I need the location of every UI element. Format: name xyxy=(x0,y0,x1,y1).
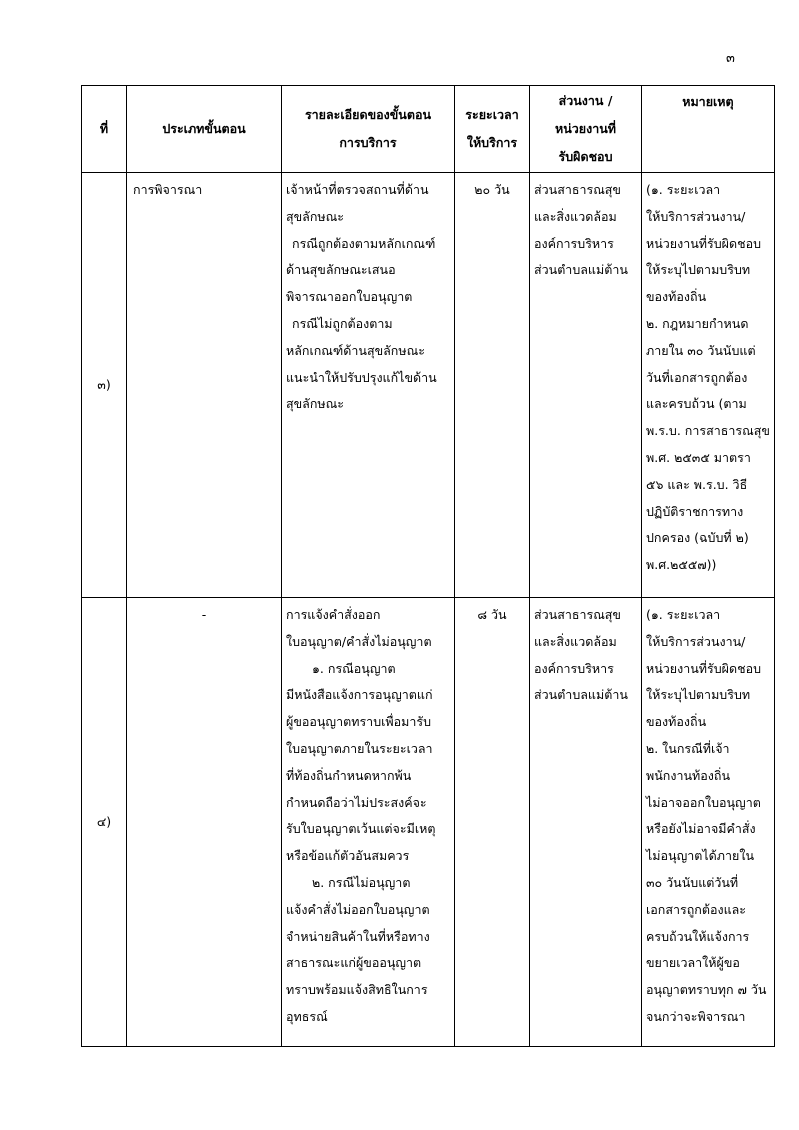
unit-line: ส่วนสาธารณสุข xyxy=(534,182,621,197)
remark-line: ให้บริการส่วนงาน/ xyxy=(646,208,746,224)
header-no: ที่ xyxy=(82,86,127,173)
detail-line: เจ้าหน้าที่ตรวจสถานที่ด้าน xyxy=(286,182,429,197)
remark-line: ๒. กฎหมายกำหนด xyxy=(646,315,749,331)
responsible-unit xyxy=(530,598,642,1047)
remark-line: ไม่อนุญาตได้ภายใน xyxy=(646,848,755,864)
detail-line: สุขลักษณะ xyxy=(286,208,344,224)
remark-line: (๑. ระยะเวลา xyxy=(646,182,721,197)
detail-line: กรณีไม่ถูกต้องตาม xyxy=(292,315,393,331)
detail-line: กำหนดถือว่าไม่ประสงค์จะ xyxy=(286,794,427,810)
unit-line: ส่วนสาธารณสุข xyxy=(534,607,621,622)
detail-line: หลักเกณฑ์ด้านสุขลักษณะ xyxy=(286,342,425,358)
remark xyxy=(642,173,775,598)
remark-line: ไม่อาจออกใบอนุญาต xyxy=(646,794,761,810)
unit-line: องค์การบริหาร xyxy=(534,235,614,251)
service-time-text: ๘ วัน xyxy=(477,607,507,622)
table-row xyxy=(82,598,775,1047)
table-header-row xyxy=(82,86,775,173)
responsible-unit xyxy=(530,173,642,598)
detail-line: มีหนังสือแจ้งการอนุญาตแก่ xyxy=(286,687,433,703)
header-remark: หมายเหตุ xyxy=(642,86,775,173)
remark-line: ปกครอง (ฉบับที่ ๒) xyxy=(646,530,749,546)
remark-line: หรือยังไม่อาจมีคำสั่ง xyxy=(646,821,756,837)
remark-line: หน่วยงานที่รับผิดชอบ xyxy=(646,235,762,251)
remark-line: ให้ระบุไปตามบริบท xyxy=(646,687,751,703)
detail-line: จำหน่ายสินค้าในที่หรือทาง xyxy=(286,928,430,944)
remark-line: จนกว่าจะพิจารณา xyxy=(646,1008,746,1024)
remark xyxy=(642,598,775,1047)
remark-line: ครบถ้วนให้แจ้งการ xyxy=(646,928,750,944)
detail-line: สุขลักษณะ xyxy=(286,396,344,412)
remark-line: ขยายเวลาให้ผู้ขอ xyxy=(646,955,740,971)
step-type xyxy=(127,173,282,598)
remark-line: อนุญาตทราบทุก ๗ วัน xyxy=(646,982,767,998)
header-unit-line: หน่วยงานที่ xyxy=(554,121,617,136)
row-number: ๔) xyxy=(82,598,127,1047)
header-time xyxy=(455,86,530,173)
step-type-text: - xyxy=(201,607,207,622)
remark-line: ของท้องถิ่น xyxy=(646,714,707,730)
detail-line: พิจารณาออกใบอนุญาต xyxy=(286,289,413,305)
remark-line: (๑. ระยะเวลา xyxy=(646,607,721,622)
detail-line: ๑. กรณีอนุญาต xyxy=(312,660,396,676)
detail-line: แจ้งคำสั่งไม่ออกใบอนุญาต xyxy=(286,901,430,917)
header-time-line: ให้บริการ xyxy=(466,135,518,150)
remark-line: ให้ระบุไปตามบริบท xyxy=(646,262,751,278)
remark-line: ให้บริการส่วนงาน/ xyxy=(646,633,746,649)
unit-line: ส่วนตำบลแม่ต้าน xyxy=(534,262,628,278)
header-detail-line: รายละเอียดของขั้นตอน xyxy=(304,107,432,122)
detail-line: กรณีถูกต้องตามหลักเกณฑ์ xyxy=(292,235,436,251)
header-time-line: ระยะเวลา xyxy=(465,107,519,122)
detail-line: ทราบพร้อมแจ้งสิทธิในการ xyxy=(286,982,428,998)
header-detail-line: การบริการ xyxy=(339,135,397,150)
header-unit xyxy=(530,86,642,173)
remark-line: และครบถ้วน (ตาม xyxy=(646,396,747,412)
detail-line: อุทธรณ์ xyxy=(286,1008,328,1024)
header-type: ประเภทขั้นตอน xyxy=(127,86,282,173)
unit-line: ส่วนตำบลแม่ต้าน xyxy=(534,687,628,703)
detail-line: ผู้ขออนุญาตทราบเพื่อมารับ xyxy=(286,714,432,730)
procedure-table xyxy=(81,85,775,1047)
table-row xyxy=(82,173,775,598)
detail-line: ที่ท้องถิ่นกำหนดหากพ้น xyxy=(286,767,412,783)
header-unit-line: รับผิดชอบ xyxy=(558,149,613,164)
remark-line: ปฏิบัติราชการทาง xyxy=(646,503,744,519)
service-time xyxy=(455,598,530,1047)
detail-line: สาธารณะแก่ผู้ขออนุญาต xyxy=(286,955,422,971)
step-type xyxy=(127,598,282,1047)
service-time-text: ๒๐ วัน xyxy=(474,182,510,197)
remark-line: ของท้องถิ่น xyxy=(646,289,707,305)
unit-line: และสิ่งแวดล้อม xyxy=(534,633,617,649)
detail-line: ๒. กรณีไม่อนุญาต xyxy=(312,874,411,890)
remark-line: ๓๐ วันนับแต่วันที่ xyxy=(646,874,739,890)
step-detail xyxy=(282,598,455,1047)
remark-line: พ.ร.บ. การสาธารณสุข xyxy=(646,423,770,439)
step-type-text: การพิจารณา xyxy=(133,182,203,197)
remark-line: ๕๖ และ พ.ร.บ. วิธี xyxy=(646,476,748,492)
detail-line: ใบอนุญาต/คำสั่งไม่อนุญาต xyxy=(286,633,432,649)
service-time xyxy=(455,173,530,598)
page-number: ๓ xyxy=(726,51,735,66)
remark-line: วันที่เอกสารถูกต้อง xyxy=(646,369,748,385)
remark-line: ๒. ในกรณีที่เจ้า xyxy=(646,740,730,756)
step-detail xyxy=(282,173,455,598)
remark-line: พ.ศ. ๒๕๓๕ มาตรา xyxy=(646,449,751,465)
detail-line: ด้านสุขลักษณะเสนอ xyxy=(286,262,396,278)
remark-line: พ.ศ.๒๕๕๗)) xyxy=(646,557,717,573)
remark-line: หน่วยงานที่รับผิดชอบ xyxy=(646,660,762,676)
header-unit-line: ส่วนงาน / xyxy=(558,93,613,108)
detail-line: หรือข้อแก้ตัวอันสมควร xyxy=(286,848,410,864)
detail-line: การแจ้งคำสั่งออก xyxy=(286,607,381,622)
row-number: ๓) xyxy=(82,173,127,598)
detail-line: แนะนำให้ปรับปรุงแก้ไขด้าน xyxy=(286,369,437,385)
remark-line: พนักงานท้องถิ่น xyxy=(646,767,730,783)
header-detail xyxy=(282,86,455,173)
detail-line: รับใบอนุญาตเว้นแต่จะมีเหตุ xyxy=(286,821,436,837)
unit-line: องค์การบริหาร xyxy=(534,660,614,676)
remark-line: เอกสารถูกต้องและ xyxy=(646,901,747,917)
unit-line: และสิ่งแวดล้อม xyxy=(534,208,617,224)
remark-line: ภายใน ๓๐ วันนับแต่ xyxy=(646,342,756,358)
detail-line: ใบอนุญาตภายในระยะเวลา xyxy=(286,740,433,756)
